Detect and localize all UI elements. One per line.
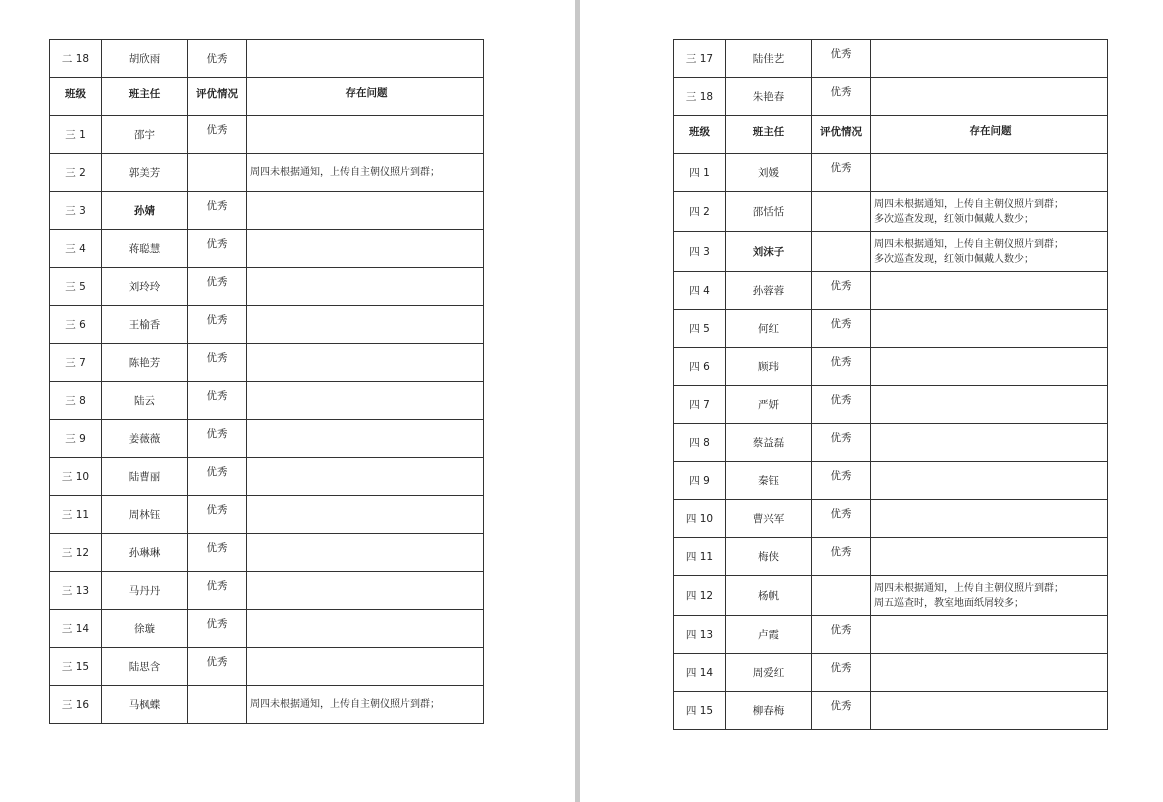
cell-issues: [871, 500, 1108, 538]
cell-class: 四 11: [674, 538, 726, 576]
cell-issues: [871, 348, 1108, 386]
cell-evaluation: 优秀: [188, 40, 247, 78]
cell-issues: [247, 610, 484, 648]
table-row: [674, 272, 1108, 310]
cell-teacher: 蒋聪慧: [102, 230, 188, 268]
cell-teacher: 何红: [726, 310, 812, 348]
cell-issues: [871, 192, 1108, 232]
cell-evaluation: [812, 232, 871, 272]
cell-teacher: 柳春梅: [726, 692, 812, 730]
cell-class: 三 15: [50, 648, 102, 686]
cell-issues: [871, 154, 1108, 192]
cell-class: 三 9: [50, 420, 102, 458]
table-row: [50, 420, 484, 458]
cell-evaluation: 优秀: [188, 496, 247, 534]
cell-class: 四 9: [674, 462, 726, 500]
cell-teacher: 曹兴军: [726, 500, 812, 538]
cell-teacher: 秦钰: [726, 462, 812, 500]
cell-issues: [247, 420, 484, 458]
cell-issues: [247, 458, 484, 496]
cell-class: 三 16: [50, 686, 102, 724]
table-row: [674, 654, 1108, 692]
cell-issues: [871, 424, 1108, 462]
table-row: [674, 462, 1108, 500]
cell-teacher: 胡欣雨: [102, 40, 188, 78]
cell-teacher: 马枫蝶: [102, 686, 188, 724]
cell-evaluation: 优秀: [812, 348, 871, 386]
cell-issues: [871, 462, 1108, 500]
cell-issues: [871, 232, 1108, 272]
cell-class: 三 8: [50, 382, 102, 420]
cell-issues: [871, 272, 1108, 310]
table-row: [674, 386, 1108, 424]
table-row: [674, 154, 1108, 192]
cell-class: 四 7: [674, 386, 726, 424]
cell-issues: [247, 116, 484, 154]
cell-teacher: 卢霞: [726, 616, 812, 654]
table-row: [50, 116, 484, 154]
cell-teacher: 蔡益磊: [726, 424, 812, 462]
cell-class: 四 14: [674, 654, 726, 692]
table-row: [674, 40, 1108, 78]
table-row: [674, 692, 1108, 730]
table-row: [50, 496, 484, 534]
table-row: [50, 534, 484, 572]
cell-issues: [247, 382, 484, 420]
document-page-right: [580, 0, 1163, 802]
cell-issues: [871, 538, 1108, 576]
cell-evaluation: 优秀: [188, 192, 247, 230]
table-row: [674, 232, 1108, 272]
cell-evaluation: 优秀: [812, 272, 871, 310]
cell-teacher: 刘沫子: [726, 232, 812, 272]
cell-class: 四 3: [674, 232, 726, 272]
cell-class: 三 5: [50, 268, 102, 306]
issue-line: 周四未根据通知，上传自主朝仪照片到群；: [874, 582, 1064, 594]
cell-issues: [247, 648, 484, 686]
cell-class: 四 6: [674, 348, 726, 386]
cell-teacher: 朱艳春: [726, 78, 812, 116]
cell-issues: [871, 40, 1108, 78]
cell-teacher: 梅侠: [726, 538, 812, 576]
cell-teacher: 刘玲玲: [102, 268, 188, 306]
cell-evaluation: [812, 192, 871, 232]
cell-issues: [871, 310, 1108, 348]
cell-teacher: 王榆香: [102, 306, 188, 344]
cell-class: 四 8: [674, 424, 726, 462]
cell-class: 三 4: [50, 230, 102, 268]
cell-evaluation: [812, 576, 871, 616]
cell-class: 三 14: [50, 610, 102, 648]
cell-issues: [247, 344, 484, 382]
cell-issues: [247, 572, 484, 610]
header-evaluation: 评优情况: [188, 78, 247, 116]
cell-class: 三 17: [674, 40, 726, 78]
table-row: [674, 616, 1108, 654]
cell-class: 四 1: [674, 154, 726, 192]
cell-teacher: 严妍: [726, 386, 812, 424]
cell-teacher: 陆云: [102, 382, 188, 420]
issue-line: 多次巡查发现，红领巾佩戴人数少；: [874, 253, 1034, 265]
cell-teacher: 邵宇: [102, 116, 188, 154]
table-row: [50, 344, 484, 382]
cell-issues: [871, 576, 1108, 616]
cell-evaluation: 优秀: [188, 306, 247, 344]
cell-teacher: 邵恬恬: [726, 192, 812, 232]
cell-evaluation: [188, 154, 247, 192]
cell-evaluation: 优秀: [188, 382, 247, 420]
cell-evaluation: 优秀: [812, 154, 871, 192]
header-teacher: 班主任: [102, 78, 188, 116]
cell-teacher: 徐璇: [102, 610, 188, 648]
cell-teacher: 马丹丹: [102, 572, 188, 610]
cell-issues: [871, 654, 1108, 692]
class-evaluation-table-left: [49, 39, 484, 724]
table-row: [50, 572, 484, 610]
cell-teacher: 郭美芳: [102, 154, 188, 192]
cell-teacher: 刘媛: [726, 154, 812, 192]
table-row: [50, 192, 484, 230]
cell-class: 四 13: [674, 616, 726, 654]
cell-class: 四 2: [674, 192, 726, 232]
cell-class: 三 13: [50, 572, 102, 610]
table-row: [50, 382, 484, 420]
header-evaluation: 评优情况: [812, 116, 871, 154]
header-class: 班级: [50, 78, 102, 116]
issue-line: 多次巡查发现，红领巾佩戴人数少；: [874, 213, 1034, 225]
cell-class: 三 3: [50, 192, 102, 230]
cell-evaluation: 优秀: [188, 534, 247, 572]
cell-teacher: 周爱红: [726, 654, 812, 692]
cell-class: 三 1: [50, 116, 102, 154]
cell-class: 三 7: [50, 344, 102, 382]
cell-evaluation: 优秀: [188, 610, 247, 648]
cell-issues: [247, 268, 484, 306]
cell-teacher: 姜薇薇: [102, 420, 188, 458]
cell-evaluation: 优秀: [188, 572, 247, 610]
cell-evaluation: 优秀: [812, 538, 871, 576]
cell-issues: [247, 534, 484, 572]
header-class: 班级: [674, 116, 726, 154]
cell-evaluation: 优秀: [188, 344, 247, 382]
cell-issues: [247, 230, 484, 268]
table-row: [50, 40, 484, 78]
cell-class: 三 18: [674, 78, 726, 116]
cell-evaluation: 优秀: [812, 386, 871, 424]
cell-issues: [247, 306, 484, 344]
table-header-row: [50, 78, 484, 116]
cell-issues: [247, 40, 484, 78]
cell-class: 四 4: [674, 272, 726, 310]
table-row: [50, 154, 484, 192]
cell-issues: [871, 692, 1108, 730]
cell-evaluation: 优秀: [812, 310, 871, 348]
cell-issues: 周四未根据通知，上传自主朝仪照片到群；: [247, 154, 484, 192]
cell-evaluation: 优秀: [188, 230, 247, 268]
class-evaluation-table-right: [673, 39, 1108, 730]
cell-class: 四 15: [674, 692, 726, 730]
cell-issues: [871, 78, 1108, 116]
cell-teacher: 陆思含: [102, 648, 188, 686]
cell-teacher: 陆佳艺: [726, 40, 812, 78]
cell-class: 三 11: [50, 496, 102, 534]
cell-class: 二 18: [50, 40, 102, 78]
cell-issues: [247, 496, 484, 534]
issue-line: 周五巡查时，教室地面纸屑较多；: [874, 597, 1024, 609]
table-row: [674, 500, 1108, 538]
table-row: [50, 648, 484, 686]
table-header-row: [674, 116, 1108, 154]
cell-evaluation: 优秀: [188, 420, 247, 458]
header-issues: 存在问题: [871, 116, 1108, 154]
table-row: [674, 424, 1108, 462]
cell-teacher: 杨帆: [726, 576, 812, 616]
header-teacher: 班主任: [726, 116, 812, 154]
cell-evaluation: 优秀: [812, 654, 871, 692]
table-row: [674, 310, 1108, 348]
cell-teacher: 孙琳琳: [102, 534, 188, 572]
table-row: [50, 610, 484, 648]
table-row: [674, 348, 1108, 386]
cell-class: 三 10: [50, 458, 102, 496]
table-row: [674, 576, 1108, 616]
cell-evaluation: 优秀: [812, 424, 871, 462]
table-row: [674, 192, 1108, 232]
cell-teacher: 周林钰: [102, 496, 188, 534]
cell-evaluation: 优秀: [812, 616, 871, 654]
header-issues: 存在问题: [247, 78, 484, 116]
cell-class: 四 5: [674, 310, 726, 348]
cell-evaluation: [188, 686, 247, 724]
issue-line: 周四未根据通知，上传自主朝仪照片到群；: [874, 198, 1064, 210]
cell-evaluation: 优秀: [812, 78, 871, 116]
cell-evaluation: 优秀: [812, 40, 871, 78]
cell-evaluation: 优秀: [812, 500, 871, 538]
cell-issues: [247, 192, 484, 230]
cell-teacher: 孙婧: [102, 192, 188, 230]
table-row: [50, 230, 484, 268]
table-row: [674, 78, 1108, 116]
cell-evaluation: 优秀: [812, 462, 871, 500]
cell-class: 四 12: [674, 576, 726, 616]
cell-teacher: 孙蓉蓉: [726, 272, 812, 310]
cell-evaluation: 优秀: [188, 648, 247, 686]
table-row: [50, 686, 484, 724]
cell-class: 三 12: [50, 534, 102, 572]
cell-evaluation: 优秀: [188, 116, 247, 154]
table-row: [50, 306, 484, 344]
cell-teacher: 顾玮: [726, 348, 812, 386]
cell-evaluation: 优秀: [188, 268, 247, 306]
table-row: [50, 458, 484, 496]
cell-evaluation: 优秀: [812, 692, 871, 730]
cell-class: 三 2: [50, 154, 102, 192]
issue-line: 周四未根据通知，上传自主朝仪照片到群；: [874, 238, 1064, 250]
cell-class: 三 6: [50, 306, 102, 344]
table-row: [50, 268, 484, 306]
cell-issues: [871, 616, 1108, 654]
document-page-left: [0, 0, 575, 802]
cell-class: 四 10: [674, 500, 726, 538]
cell-teacher: 陆曹丽: [102, 458, 188, 496]
cell-issues: 周四未根据通知，上传自主朝仪照片到群；: [247, 686, 484, 724]
cell-teacher: 陈艳芳: [102, 344, 188, 382]
cell-issues: [871, 386, 1108, 424]
cell-evaluation: 优秀: [188, 458, 247, 496]
table-row: [674, 538, 1108, 576]
